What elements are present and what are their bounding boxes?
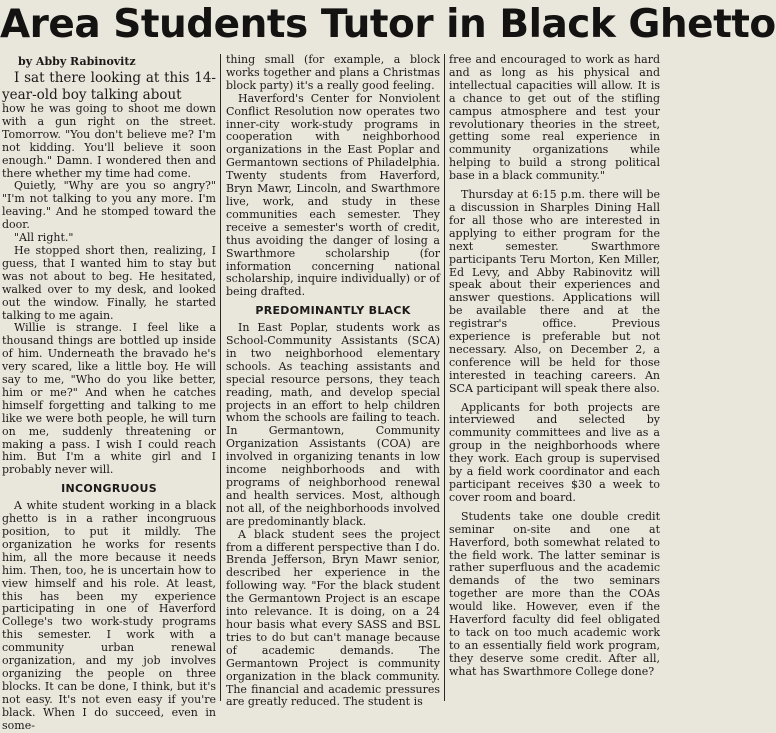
paragraph: Students take one double credit seminar on-site and one at Haverford, both somewhat related to the field work. The latter seminar is rather superfluous and the academic demands of the two seminars together are more than the COAs would like. However, even if the Haverford faculty did feel obligated to tack on too much academic work to an essentially field work program, they deserve some credit. After all, what has Swarthmore College done? bbox=[449, 509, 660, 678]
paragraph: Applicants for both projects are interviewed and selected by community committees and live as a group in the neighborhoods where they work. Each group is supervised by a field work coordinator and each participant receives $30 a week to cover room and board. bbox=[449, 400, 660, 504]
paragraph: A white student working in a black ghetto is in a rather incongruous position, to put it mildly. The organization he works for resents him, all the more because it needs him. Then, too, he is uncertain how to view himself and his role. At least, this has been my experience participating in one of Haverford College's two work-study programs this semester. I work with a community urban renewal organization, and my job involves organizing the people on three blocks. It can be done, I think, but it's not easy. It's not even easy if you're black. When I do succeed, even in some- bbox=[2, 499, 216, 732]
article-column-3 bbox=[449, 54, 660, 701]
article-column-2 bbox=[226, 53, 440, 709]
paragraph: A black student sees the project from a different perspective than I do. Brenda Jefferson, Bryn Mawr senior, described her experience in the following way. "For the black student the Germantown Project is an escape into relevance. It is doing, on a 24 hour basis what every SASS and BSL tries to do but can't manage because of academic demands. The Germantown Project is community organization in the black community. The financial and academic pressures are greatly reduced. The student is bbox=[226, 527, 440, 709]
paragraph: Haverford's Center for Nonviolent Conflict Resolution now operates two inner-city work-study programs in cooperation with neighborhood organizations in the East Poplar and Germantown sections of Philadelphia. Twenty students from Haverford, Bryn Mawr, Lincoln, and Swarthmore live, work, and study in these communities each semester. They receive a semester's worth of credit, thus avoiding the danger of losing a Swarthmore scholarship (for information concerning national scholarship, inquire individually) or of being drafted. bbox=[226, 91, 440, 299]
article-column-1 bbox=[2, 54, 216, 732]
paragraph: Quietly, "Why are you so angry?" "I'm not talking to you any more. I'm leaving." And he stomped toward the door. bbox=[2, 179, 216, 232]
column-rule-right bbox=[444, 54, 445, 701]
paragraph: "All right." bbox=[14, 231, 74, 245]
paragraph: how he was going to shoot me down with a gun right on the street. Tomorrow. "You don't believe me? I'm not kidding. You'll believe it soon enough." Damn. I wondered then and there whether my time had come. bbox=[2, 102, 216, 180]
column-rule-left bbox=[220, 54, 221, 701]
paragraph: thing small (for example, a block works together and plans a Christmas block party) it's a really good feeling. bbox=[226, 53, 440, 92]
paragraph: Thursday at 6:15 p.m. there will be a discussion in Sharples Dining Hall for all those who are interested in applying to either program for the next semester. Swarthmore participants Teru Morton, Ken Miller, Ed Levy, and Abby Rabinovitz will speak about their experiences and answer questions. Applications will be available there and at the registrar's office. Previous experience is preferable but not necessary. Also, on December 2, a conference will be held for those interested in teaching careers. An SCA participant will speak there also. bbox=[449, 188, 660, 395]
byline: by Abby Rabinovitz bbox=[18, 55, 136, 68]
headline: Area Students Tutor in Black Ghetto bbox=[0, 2, 776, 47]
paragraph: He stopped short then, realizing, I guess, that I wanted him to stay but was not about to beg. He hesitated, walked over to my desk, and looked out the window. Finally, he started talking to me again. bbox=[2, 243, 216, 322]
subhead-predominantly-black: PREDOMINANTLY BLACK bbox=[255, 304, 411, 318]
paragraph: free and encouraged to work as hard and as long as his physical and intellectual capacities will allow. It is a chance to get out of the stifling campus atmosphere and test your revolutionary theories in the street, getting some real experience in community organizations while helping to build a strong political base in a black community." bbox=[449, 53, 660, 183]
paragraph: In East Poplar, students work as School-Community Assistants (SCA) in two neighborhood elementary schools. As teaching assistants and special resource persons, they teach reading, math, and develop special projects in an effort to help children whom the schools are failing to teach. In Germantown, Community Organization Assistants (COA) are involved in organizing tenants in low income neighborhoods and with programs of neighborhood renewal and health services. Most, although not all, of the neighborhoods involved are predominantly black. bbox=[226, 321, 440, 528]
subhead-incongruous: INCONGRUOUS bbox=[61, 482, 157, 496]
lead-paragraph: I sat there looking at this 14-year-old boy talking about bbox=[2, 70, 216, 103]
paragraph: Willie is strange. I feel like a thousand things are bottled up inside of him. Underneath the bravado he's very scared, like a little boy. He will say to me, "Who do you like better, him or me?" And when he catches himself forgetting and talking to me like we were both people, he will turn on me, suddenly threatening or making a pass. I wish I could reach him. But I'm a white girl and I probably never will. bbox=[2, 321, 216, 477]
